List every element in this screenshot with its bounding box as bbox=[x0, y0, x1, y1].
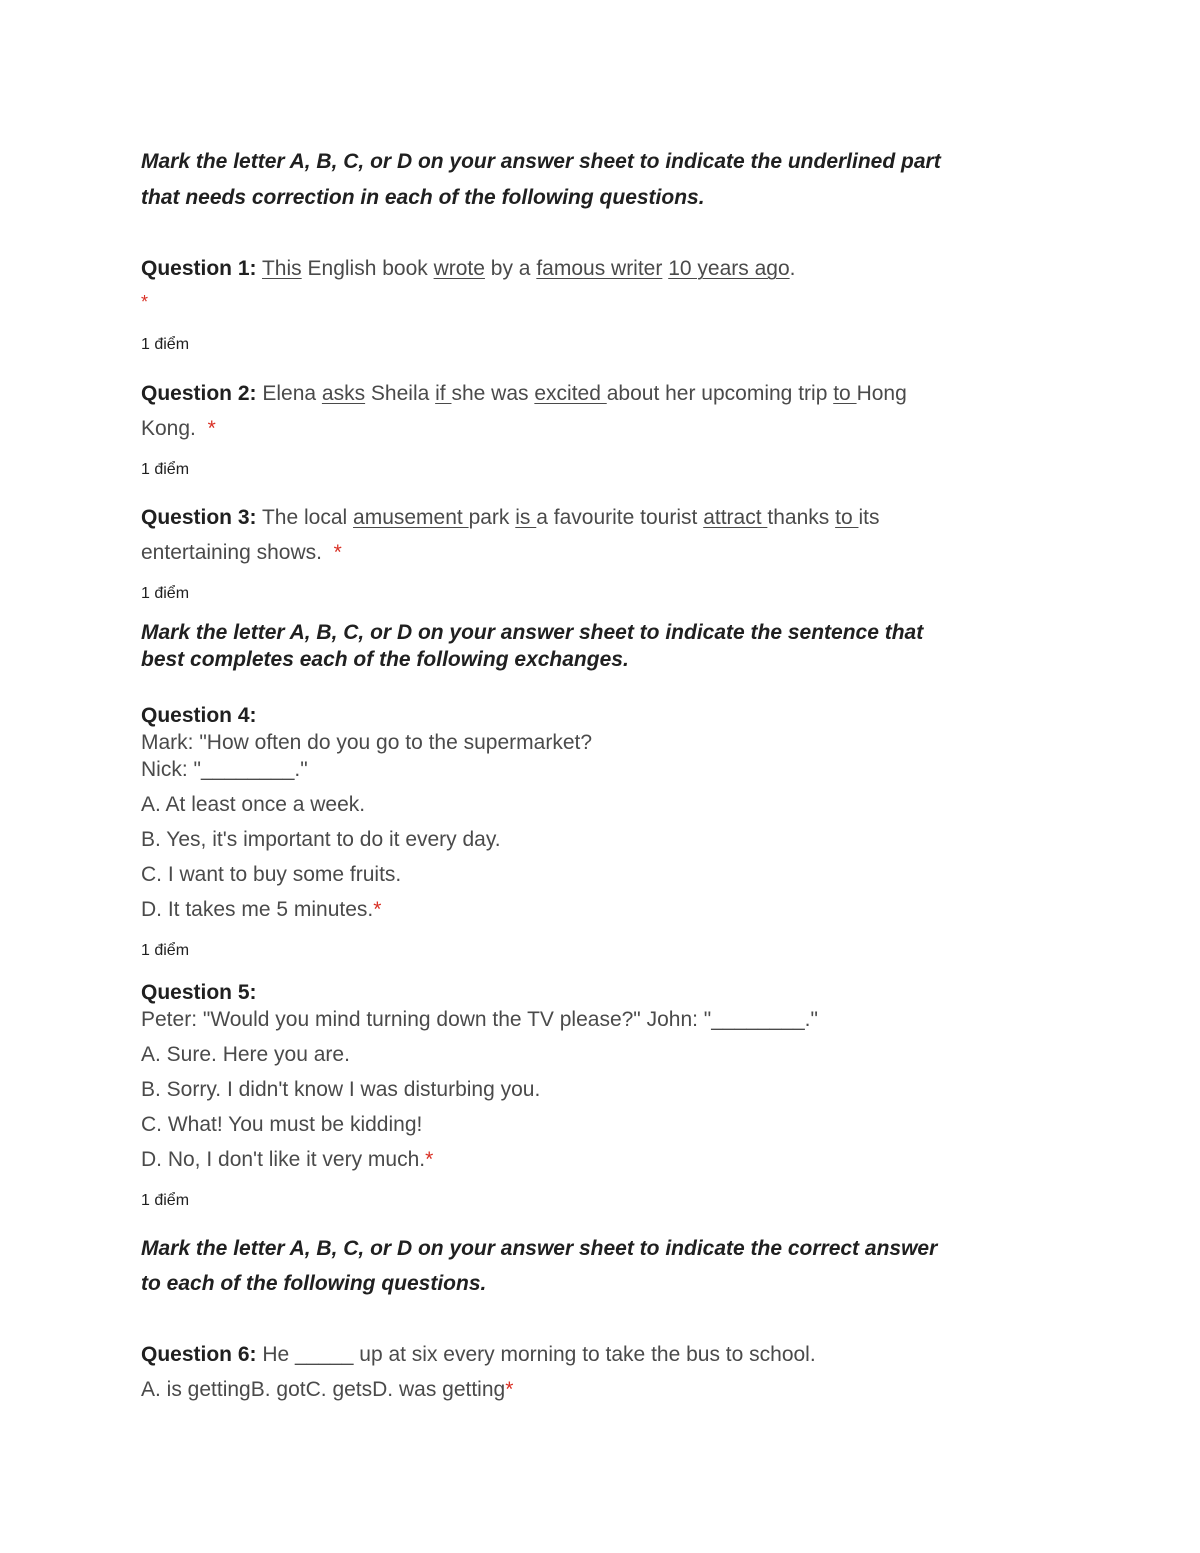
q3-text: entertaining shows. bbox=[141, 541, 322, 564]
q4-option-d-row bbox=[141, 898, 381, 922]
q3-text: thanks bbox=[767, 506, 836, 529]
question-4-line1: Mark: "How often do you go to the supermarket? bbox=[141, 731, 593, 754]
q3-text: The local bbox=[256, 506, 354, 529]
q2-points: 1 điểm bbox=[141, 461, 190, 478]
q1-option-a: This bbox=[261, 257, 302, 280]
question-2 bbox=[141, 382, 907, 406]
q1-text: . bbox=[789, 257, 796, 280]
question-4-label: Question 4: bbox=[141, 704, 257, 727]
question-5-label: Question 5: bbox=[141, 981, 257, 1004]
q5-option-a[interactable]: A. Sure. Here you are. bbox=[141, 1043, 350, 1066]
section2-instruction-line2: best completes each of the following exchanges. bbox=[141, 648, 629, 671]
q5-required-marker: * bbox=[425, 1148, 434, 1171]
q6-required-marker: * bbox=[505, 1378, 514, 1401]
q6-option-c[interactable]: C. gets bbox=[305, 1378, 373, 1401]
q3-option-c: attract bbox=[703, 506, 768, 529]
q5-option-c[interactable]: C. What! You must be kidding! bbox=[141, 1113, 423, 1136]
question-6-label: Question 6: bbox=[141, 1343, 257, 1366]
q2-text: Kong. bbox=[141, 417, 196, 440]
q2-text: Sheila bbox=[365, 382, 436, 405]
q1-required-marker: * bbox=[141, 292, 149, 312]
q2-text: Hong bbox=[856, 382, 907, 405]
q6-option-b[interactable]: B. got bbox=[250, 1378, 306, 1401]
q1-text: by a bbox=[484, 257, 537, 280]
q4-option-d[interactable]: D. It takes me 5 minutes. bbox=[141, 898, 374, 921]
q4-option-b[interactable]: B. Yes, it's important to do it every day. bbox=[141, 828, 501, 851]
q2-option-c: excited bbox=[534, 382, 607, 405]
q2-text: about her upcoming trip bbox=[606, 382, 834, 405]
q4-points: 1 điểm bbox=[141, 942, 190, 959]
section3-instruction-line1: Mark the letter A, B, C, or D on your answer sheet to indicate the correct answer bbox=[141, 1237, 938, 1260]
q1-option-c: famous writer bbox=[536, 257, 663, 280]
question-3 bbox=[141, 506, 879, 530]
question-1 bbox=[141, 257, 795, 281]
q2-option-b: if bbox=[435, 382, 452, 405]
question-3-line2 bbox=[141, 541, 342, 565]
q4-option-a[interactable]: A. At least once a week. bbox=[141, 793, 366, 816]
q3-option-d: to bbox=[835, 506, 859, 529]
q3-points: 1 điểm bbox=[141, 585, 190, 602]
question-5-label-row bbox=[141, 981, 257, 1005]
question-4-line2: Nick: "________." bbox=[141, 758, 308, 781]
question-2-label: Question 2: bbox=[141, 382, 257, 405]
q1-points: 1 điểm bbox=[141, 336, 190, 353]
q3-required-marker: * bbox=[333, 541, 342, 564]
section2-instruction-line1: Mark the letter A, B, C, or D on your answer sheet to indicate the sentence that bbox=[141, 621, 924, 644]
q2-option-a: asks bbox=[321, 382, 366, 405]
q5-option-d[interactable]: D. No, I don't like it very much. bbox=[141, 1148, 426, 1171]
question-2-line2 bbox=[141, 417, 216, 441]
q2-required-marker: * bbox=[207, 417, 216, 440]
q3-text: its bbox=[858, 506, 880, 529]
question-3-label: Question 3: bbox=[141, 506, 257, 529]
q2-text: Elena bbox=[256, 382, 322, 405]
question-4-label-row bbox=[141, 704, 257, 728]
q6-option-a[interactable]: A. is getting bbox=[141, 1378, 251, 1401]
q3-text: a favourite tourist bbox=[536, 506, 704, 529]
q1-text: English book bbox=[301, 257, 434, 280]
q5-points: 1 điểm bbox=[141, 1192, 190, 1209]
q5-option-d-row bbox=[141, 1148, 433, 1172]
question-1-label: Question 1: bbox=[141, 257, 257, 280]
q6-options-row bbox=[141, 1378, 513, 1402]
q2-option-d: to bbox=[833, 382, 857, 405]
q3-option-a: amusement bbox=[353, 506, 469, 529]
q5-option-b[interactable]: B. Sorry. I didn't know I was disturbing you. bbox=[141, 1078, 541, 1101]
q1-option-b: wrote bbox=[433, 257, 485, 280]
q3-text: park bbox=[468, 506, 516, 529]
section3-instruction-line2: to each of the following questions. bbox=[141, 1272, 487, 1295]
q4-option-c[interactable]: C. I want to buy some fruits. bbox=[141, 863, 402, 886]
q2-text: she was bbox=[451, 382, 535, 405]
q6-text: He _____ up at six every morning to take the bus to school. bbox=[256, 1343, 816, 1366]
question-6 bbox=[141, 1343, 816, 1367]
q1-option-d: 10 years ago bbox=[668, 257, 790, 280]
q6-option-d[interactable]: D. was getting bbox=[372, 1378, 506, 1401]
q4-required-marker: * bbox=[373, 898, 382, 921]
section1-instruction-line1: Mark the letter A, B, C, or D on your answer sheet to indicate the underlined part bbox=[141, 150, 941, 173]
section1-instruction-line2: that needs correction in each of the following questions. bbox=[141, 186, 705, 209]
q3-option-b: is bbox=[515, 506, 537, 529]
question-5-line1: Peter: "Would you mind turning down the TV please?" John: "________." bbox=[141, 1008, 818, 1031]
